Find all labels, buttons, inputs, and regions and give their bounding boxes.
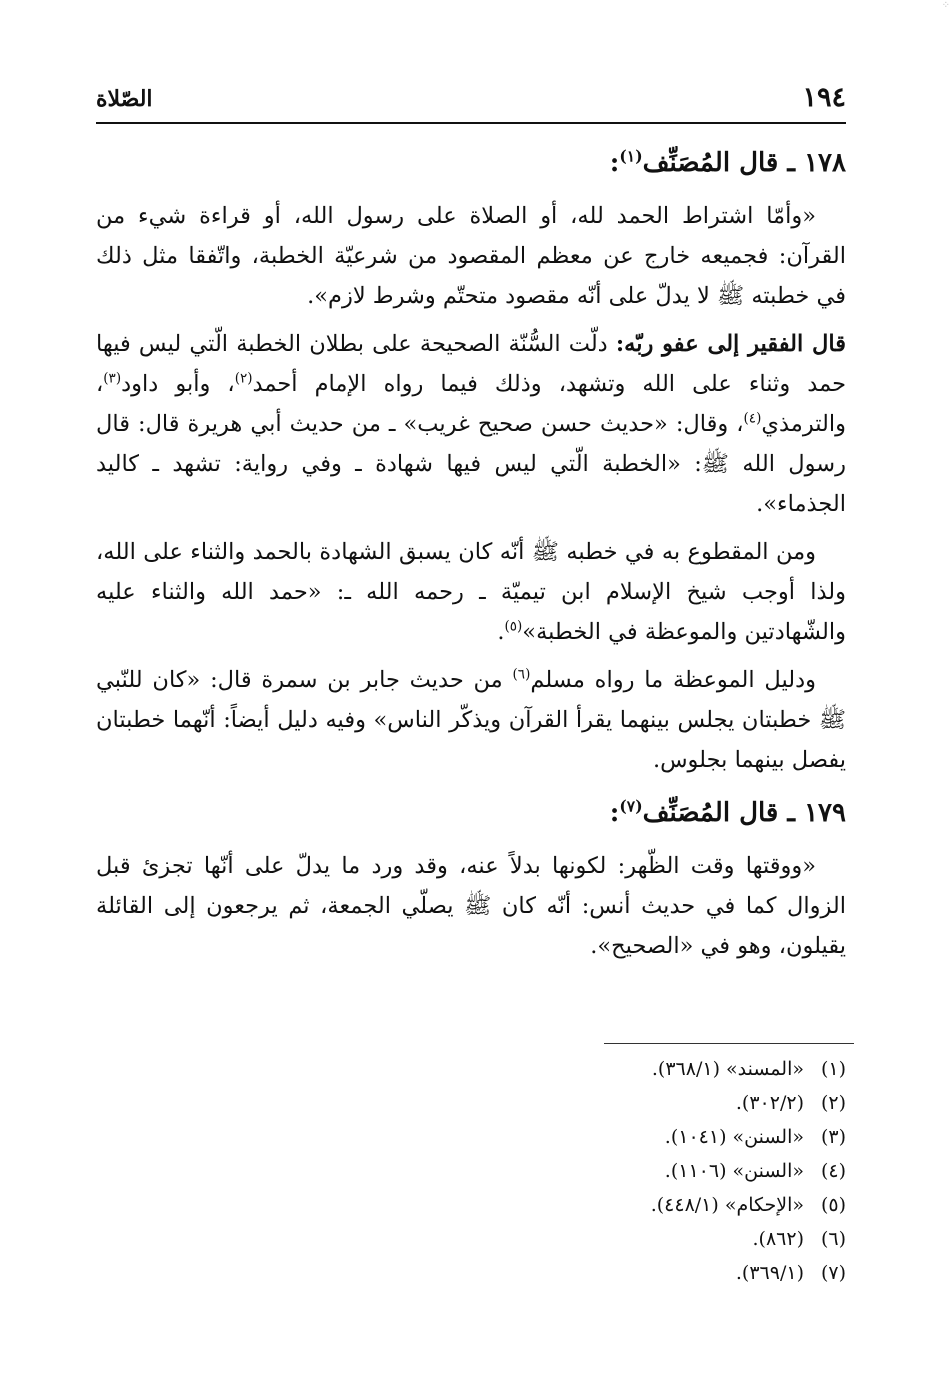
section-heading-178: ١٧٨ ـ قال المُصَنِّف$^{(١)}$: [609,146,846,178]
footnote-ref: (٦) [512,666,531,683]
paragraph-shahada: ومن المقطوع به في خطبه ﷺ أنّه كان يسبق الشهادة بالحمد والثناء على الله، ولذا أوجب شيخ الإسلام ابن تيميّة ـ رحمه الله ـ: «حمد الله والثناء عليه والشّهادتين والموعظة في الخطبة»$^{(٥)}$. [96,539,846,645]
footnote-item: (٤)«السنن» (١١٠٦). [664,1160,846,1182]
footnote-item: (١)«المسند» (٣٦٨/١). [651,1058,846,1080]
footnote-item: (٥)«الإحكام» (٤٤٨/١). [650,1194,846,1216]
commentary-paragraph: قال الفقير إلى عفو ربّه: دلّت السُّنّة الصحيحة على بطلان الخطبة الّتي ليس فيها حمد وثناء على الله وتشهد، وذلك فيما رواه الإمام أحمد$^{(٢)}$، وأبو داود$^{(٣)}$، والترمذي$^{(٤)}$، وقال: «حديث حسن صحيح غريب» ـ من حديث أبي هريرة قال: قال رسول الله ﷺ: «الخطبة الّتي ليس فيها شهادة ـ وفي رواية: تشهد ـ كاليد الجذماء». [96,331,846,517]
footnote-item: (٧)(٣٦٩/١). [735,1262,846,1284]
page-header [96,82,846,124]
paragraph-mawiza: ودليل الموعظة ما رواه مسلم$^{(٦)}$ من حديث جابر بن سمرة قال: «كان للنّبي ﷺ خطبتان يجلس بينهما يقرأ القرآن ويذكّر الناس» وفيه دليل أيضاً: أنّهما خطبتان يفصل بينهما بجلوس. [96,666,846,773]
header-rule [96,122,846,124]
footnote-item: (٦)(٨٦٢). [752,1228,846,1250]
footnote-ref: (٥) [504,618,523,635]
author-quote-178: «وأمّا اشتراط الحمد لله، أو الصلاة على رسول الله، أو قراءة شيء من القرآن: فجميعه خارج عن معظم المقصود من شرعيّة الخطبة، واتّفقا مثل ذلك في خطبته ﷺ لا يدلّ على أنّه مقصود متحتّم وشرط لازم». [96,203,846,309]
main-text [96,138,846,974]
footnote-ref: (٤) [743,410,762,427]
footnote-ref: (٢) [234,370,253,387]
page-number: ١٩٤ [802,82,846,113]
footnote-ref: (٣) [103,370,122,387]
footnote-rule [604,1043,854,1044]
running-title: الصّلاة [96,86,153,112]
section-heading-179: ١٧٩ ـ قال المُصَنِّف$^{(٧)}$: [609,796,846,828]
footnote-ref: (٧) [619,796,643,816]
footnote-item: (٢)(٣٠٢/٢). [735,1092,846,1114]
footnotes [246,1052,846,1290]
footnote-ref: (١) [619,146,643,166]
footnote-item: (٣)«السنن» (١٠٤١). [664,1126,846,1148]
scan-noise: ⁘ [941,0,950,11]
commentary-lead: قال الفقير إلى عفو ربّه: [615,331,846,357]
author-quote-179: «ووقتها وقت الظّهر: لكونها بدلاً عنه، وقد ورد ما يدلّ على أنّها تجزئ قبل الزوال كما في حديث أنس: أنّه كان ﷺ يصلّي الجمعة، ثم يرجعون إلى القائلة يقيلون، وهو في «الصحيح». [96,853,846,959]
